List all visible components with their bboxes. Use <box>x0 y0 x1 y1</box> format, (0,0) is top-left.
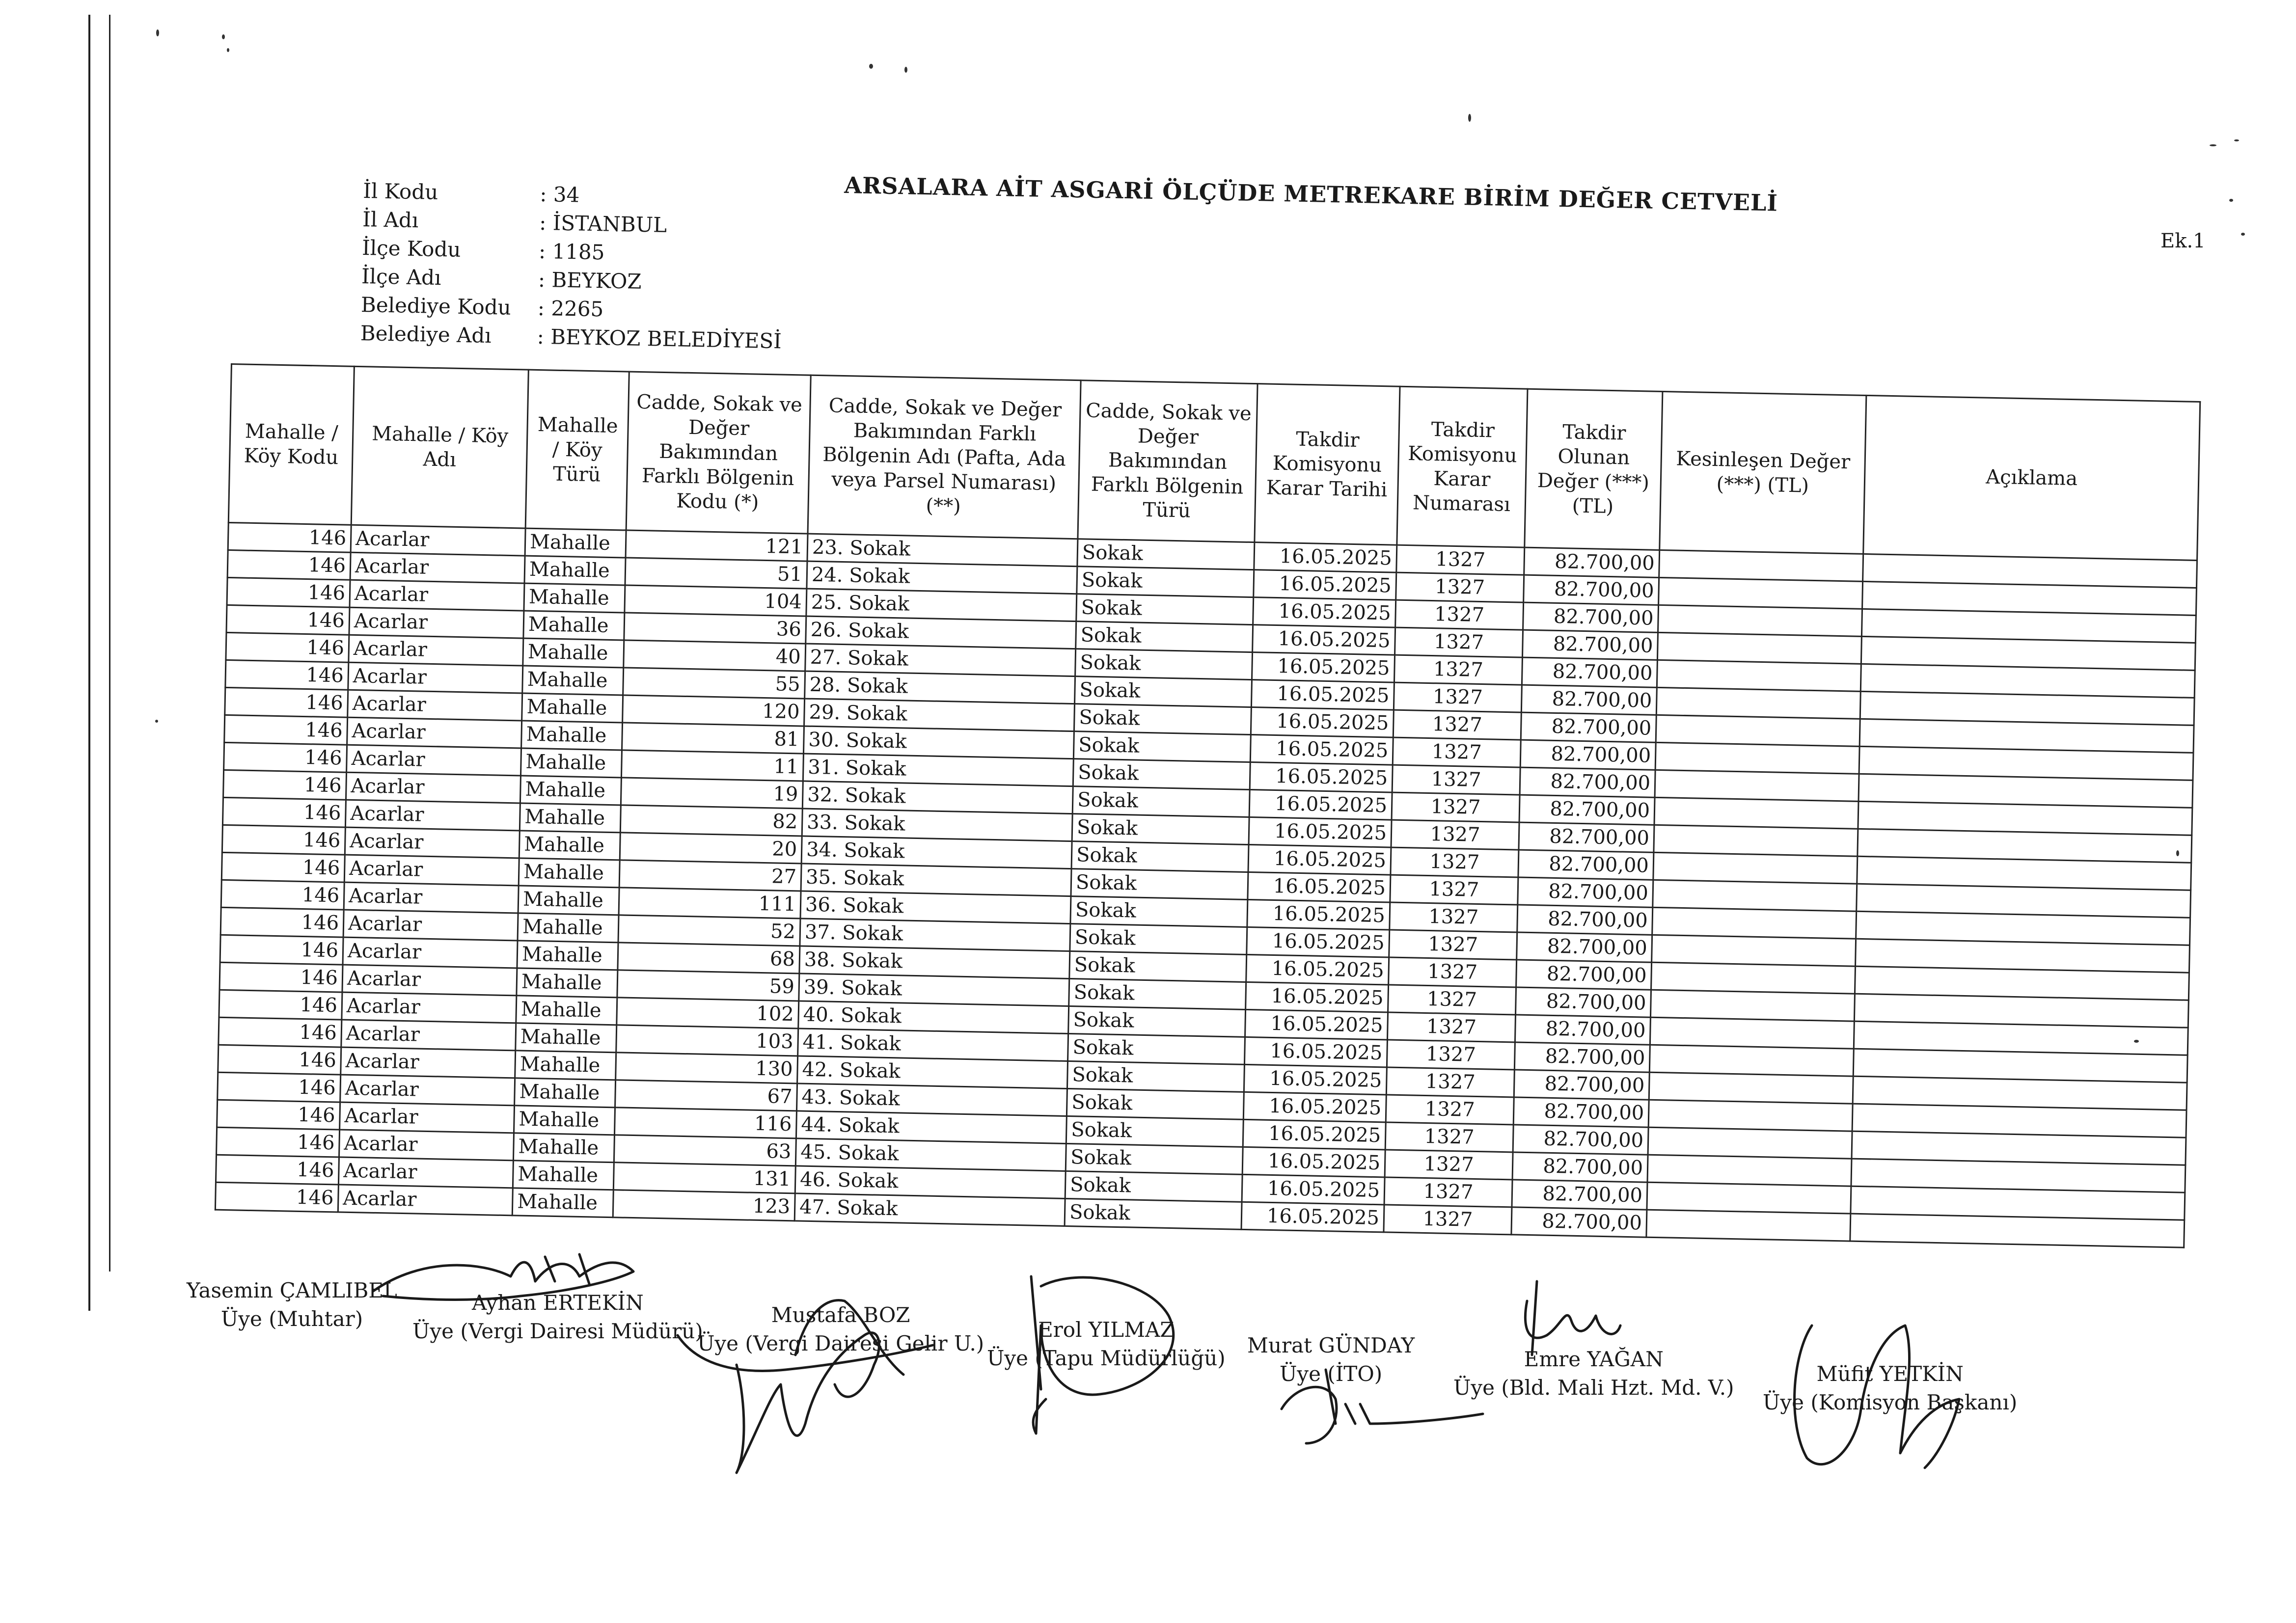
table-cell: 1327 <box>1396 545 1525 575</box>
column-header: Takdir Komisyonu Karar Tarihi <box>1255 384 1400 545</box>
column-header: Cadde, Sokak ve Değer Bakımından Farklı Bölgenin Kodu (*) <box>626 372 811 534</box>
table-cell: 1327 <box>1386 1095 1514 1125</box>
table-cell: 1327 <box>1395 627 1523 657</box>
signature-yetkin-icon <box>1795 1325 1959 1468</box>
table-cell: 146 <box>227 550 351 580</box>
signatory-role: Üye (Vergi Dairesi Gelir U.) <box>697 1331 984 1355</box>
table-cell: 146 <box>222 797 346 827</box>
table-cell: 82.700,00 <box>1516 960 1652 990</box>
table-cell: 104 <box>625 585 807 616</box>
table-cell: 11 <box>621 750 803 781</box>
table-cell: Mahalle <box>516 1023 617 1053</box>
table-cell: Acarlar <box>338 1185 513 1216</box>
table-cell: 37. Sokak <box>800 919 1070 951</box>
table-cell: 1327 <box>1387 1040 1515 1070</box>
table-cell: 40. Sokak <box>798 1001 1069 1034</box>
signatory-name: Mustafa BOZ <box>771 1303 910 1327</box>
table-cell: Acarlar <box>343 937 518 968</box>
table-cell: 16.05.2025 <box>1249 789 1392 820</box>
table-cell: Sokak <box>1071 869 1248 900</box>
table-cell: 82.700,00 <box>1521 685 1657 715</box>
table-cell: 82 <box>620 805 802 836</box>
column-header: Cadde, Sokak ve Değer Bakımından Farklı Bölgenin Türü <box>1078 380 1257 542</box>
table-cell: Acarlar <box>348 690 522 721</box>
column-header: Kesinleşen Değer (***) (TL) <box>1660 391 1866 554</box>
table-cell: Acarlar <box>350 580 524 611</box>
table-cell: Sokak <box>1069 951 1247 982</box>
table-cell: 82.700,00 <box>1522 657 1657 687</box>
table-cell: 45. Sokak <box>795 1138 1066 1171</box>
table-cell: 146 <box>220 907 344 937</box>
table-cell: Mahalle <box>519 803 621 833</box>
table-cell: Acarlar <box>345 827 519 858</box>
table-cell: 116 <box>614 1108 796 1138</box>
table-cell: 27. Sokak <box>805 644 1076 676</box>
column-header: Takdir Olunan Değer (***) (TL) <box>1525 389 1663 550</box>
signature-ertekin-icon <box>373 1262 633 1299</box>
table-cell: 40 <box>624 640 806 671</box>
table-cell: 103 <box>616 1025 798 1056</box>
table-cell: 16.05.2025 <box>1251 707 1394 738</box>
signature-gunday-icon <box>1282 1370 1483 1443</box>
table-cell: 1327 <box>1390 875 1518 905</box>
table-cell: 16.05.2025 <box>1247 899 1390 930</box>
table-cell: 82.700,00 <box>1524 547 1660 577</box>
table-cell: Mahalle <box>524 556 626 585</box>
table-cell: Mahalle <box>519 831 620 860</box>
table-cell: 121 <box>626 530 808 561</box>
column-header: Mahalle / Köy Türü <box>525 370 629 530</box>
signatory-role: Üye (Komisyon Başkanı) <box>1763 1390 2018 1414</box>
table-cell: 146 <box>228 522 351 552</box>
table-cell: Mahalle <box>523 638 624 668</box>
signatory-role: Üye (Bld. Mali Hzt. Md. V.) <box>1453 1376 1734 1400</box>
table-cell: 82.700,00 <box>1522 630 1658 660</box>
table-cell: Mahalle <box>525 528 626 558</box>
table-cell: 146 <box>219 1017 342 1047</box>
table-cell: 16.05.2025 <box>1254 542 1397 573</box>
table-cell: Mahalle <box>513 1161 614 1190</box>
info-label: İl Kodu <box>362 178 438 204</box>
table-cell: 16.05.2025 <box>1249 817 1392 847</box>
table-cell: Sokak <box>1065 1198 1242 1229</box>
table-cell: Mahalle <box>518 886 619 915</box>
table-cell: Mahalle <box>517 941 618 970</box>
table-cell: Sokak <box>1070 896 1248 927</box>
signature-yilmaz-icon <box>1031 1276 1174 1434</box>
document-title: ARSALARA AİT ASGARİ ÖLÇÜDE METREKARE BİRİM DEĞER CETVELİ <box>844 172 1778 216</box>
table-cell: 1327 <box>1387 1012 1515 1042</box>
table-cell: 46. Sokak <box>795 1166 1066 1199</box>
table-cell: 35. Sokak <box>801 864 1071 896</box>
table-cell: Mahalle <box>517 968 618 998</box>
table-cell: Mahalle <box>514 1106 615 1135</box>
table-cell: 16.05.2025 <box>1250 735 1393 765</box>
info-value: : 1185 <box>538 239 605 265</box>
table-cell: 146 <box>221 852 345 882</box>
table-cell: 82.700,00 <box>1517 905 1653 935</box>
table-cell: Sokak <box>1068 1006 1246 1037</box>
table-cell: 82.700,00 <box>1513 1125 1648 1155</box>
table-cell: Acarlar <box>343 910 518 941</box>
table-cell: Mahalle <box>522 693 623 723</box>
table-cell: 16.05.2025 <box>1253 597 1396 628</box>
table-cell: 1327 <box>1386 1067 1514 1097</box>
table-cell: 23. Sokak <box>807 534 1078 567</box>
table-cell: 16.05.2025 <box>1253 625 1395 655</box>
info-label: Belediye Kodu <box>360 292 512 320</box>
table-cell: 146 <box>217 1127 340 1157</box>
signatory-role: Üye (Vergi Dairesi Müdürü) <box>412 1319 703 1343</box>
table-cell: 146 <box>220 935 343 965</box>
table-cell: 146 <box>215 1182 338 1212</box>
table-cell: 44. Sokak <box>796 1111 1066 1144</box>
table-cell: 47. Sokak <box>794 1193 1065 1226</box>
annex-label: Ek.1 <box>2160 230 2206 252</box>
table-cell: 55 <box>623 668 805 699</box>
table-cell: Mahalle <box>519 858 620 888</box>
info-value: : BEYKOZ BELEDİYESİ <box>537 324 782 353</box>
table-cell: Sokak <box>1071 841 1249 872</box>
table-cell: 1327 <box>1391 820 1519 850</box>
table-cell: 16.05.2025 <box>1254 570 1396 600</box>
table-cell: 1327 <box>1393 710 1521 740</box>
table-cell: Mahalle <box>515 1051 616 1080</box>
table-cell: 36. Sokak <box>800 891 1071 924</box>
column-header: Açıklama <box>1863 395 2200 560</box>
table-cell: 82.700,00 <box>1515 1015 1650 1045</box>
table-cell: 146 <box>217 1100 340 1130</box>
table-cell: 1327 <box>1394 682 1522 712</box>
table-cell: 16.05.2025 <box>1246 954 1389 985</box>
column-header: Cadde, Sokak ve Değer Bakımından Farklı Bölgenin Adı (Pafta, Ada veya Parsel Numarası) (**) <box>808 375 1081 539</box>
table-cell: 146 <box>216 1155 339 1185</box>
table-cell: Mahalle <box>522 666 624 695</box>
table-cell: 32. Sokak <box>802 781 1073 814</box>
table-cell: Acarlar <box>344 882 519 913</box>
table-cell: Acarlar <box>346 772 520 803</box>
table-cell: Acarlar <box>349 607 524 638</box>
table-cell: 16.05.2025 <box>1244 1064 1387 1095</box>
table-cell: Sokak <box>1074 704 1251 735</box>
table-cell: Sokak <box>1073 759 1250 790</box>
table-cell: 16.05.2025 <box>1248 844 1391 875</box>
table-cell: Sokak <box>1075 676 1252 707</box>
signatory-role: Üye (Muhtar) <box>220 1307 363 1331</box>
table-cell: 1327 <box>1388 985 1516 1015</box>
table-cell: 34. Sokak <box>801 836 1072 869</box>
signatory-name: Müfit YETKİN <box>1816 1362 1964 1386</box>
table-cell: Mahalle <box>518 913 619 943</box>
info-label: İlçe Kodu <box>361 235 461 262</box>
signatory-name: Yasemin ÇAMLIBEL <box>187 1278 397 1302</box>
table-cell: Mahalle <box>512 1188 613 1217</box>
column-header: Mahalle / Köy Kodu <box>228 364 354 525</box>
table-cell: 20 <box>620 833 802 864</box>
table-cell: 82.700,00 <box>1514 1042 1650 1072</box>
table-cell: 146 <box>224 715 348 745</box>
info-value: : BEYKOZ <box>538 267 642 294</box>
column-header: Takdir Komisyonu Karar Numarası <box>1397 386 1528 547</box>
table-cell: 30. Sokak <box>803 726 1074 759</box>
table-cell: 16.05.2025 <box>1247 927 1390 957</box>
info-label: İl Adı <box>362 207 419 233</box>
table-cell: 1327 <box>1384 1177 1512 1207</box>
table-cell: 41. Sokak <box>798 1028 1068 1061</box>
table-cell: 29. Sokak <box>804 699 1075 731</box>
table-cell: 1327 <box>1385 1150 1513 1180</box>
table-cell: 146 <box>225 660 349 690</box>
signature-yagan-icon <box>1525 1281 1620 1355</box>
table-cell: Mahalle <box>516 996 617 1025</box>
table-cell: 82.700,00 <box>1512 1152 1648 1182</box>
table-cell: 146 <box>223 770 347 800</box>
table-cell: 82.700,00 <box>1514 1070 1649 1100</box>
table-cell: 123 <box>613 1190 795 1221</box>
table-cell: Acarlar <box>347 717 522 748</box>
table-cell: 1327 <box>1392 792 1520 822</box>
column-header: Mahalle / Köy Adı <box>351 366 528 528</box>
table-cell: Sokak <box>1068 1033 1245 1064</box>
table-cell: 82.700,00 <box>1519 795 1655 825</box>
table-cell: Mahalle <box>515 1078 616 1108</box>
table-cell: 1327 <box>1394 655 1522 685</box>
table-cell: 28. Sokak <box>805 671 1075 704</box>
table-cell: Sokak <box>1075 649 1253 680</box>
table-cell: 1327 <box>1396 572 1524 602</box>
table-cell: 82.700,00 <box>1521 712 1656 742</box>
table-cell: 16.05.2025 <box>1250 762 1393 793</box>
table-cell: Sokak <box>1070 924 1247 955</box>
table-cell: 82.700,00 <box>1524 575 1659 605</box>
table-cell: Acarlar <box>341 1020 516 1051</box>
table-cell: 19 <box>621 778 803 809</box>
table-cell: 1327 <box>1392 765 1520 795</box>
table-cell: 31. Sokak <box>803 754 1073 786</box>
table-cell: Sokak <box>1069 979 1246 1010</box>
table-cell: Sokak <box>1073 731 1251 762</box>
table-cell: Acarlar <box>348 662 523 693</box>
table-cell: Sokak <box>1066 1143 1243 1174</box>
table-cell: Acarlar <box>345 800 520 831</box>
table-cell: 120 <box>623 695 805 726</box>
table-cell: 51 <box>625 558 807 589</box>
table-cell: 16.05.2025 <box>1248 872 1391 902</box>
table-cell: Mahalle <box>513 1133 614 1163</box>
table-cell: 146 <box>227 577 350 607</box>
table-cell: 26. Sokak <box>806 616 1076 649</box>
table-cell: 16.05.2025 <box>1242 1147 1385 1177</box>
info-label: İlçe Adı <box>361 264 441 290</box>
table-cell: 82.700,00 <box>1511 1207 1647 1237</box>
info-value: : İSTANBUL <box>539 210 667 237</box>
table-cell: 82.700,00 <box>1519 822 1654 852</box>
table-cell: 146 <box>219 990 342 1020</box>
table-cell: 16.05.2025 <box>1245 1009 1388 1040</box>
table-cell: Sokak <box>1077 567 1254 597</box>
table-cell: 146 <box>221 880 344 910</box>
table-cell: 42. Sokak <box>797 1056 1068 1089</box>
table-cell: 82.700,00 <box>1520 740 1656 770</box>
table-cell: 81 <box>622 723 804 754</box>
signatory-role: Üye (İTO) <box>1280 1362 1383 1386</box>
table-cell: 146 <box>219 962 343 992</box>
signatory-name: Ayhan ERTEKİN <box>471 1291 644 1315</box>
table-cell: 146 <box>222 825 345 855</box>
table-cell: 16.05.2025 <box>1251 680 1394 710</box>
signatory-name: Erol YILMAZ <box>1038 1318 1175 1342</box>
table-cell: 1327 <box>1390 902 1518 932</box>
info-value: : 34 <box>539 182 580 207</box>
table-cell: 33. Sokak <box>802 809 1072 841</box>
table-cell: Acarlar <box>342 965 517 996</box>
table-cell: Mahalle <box>520 776 621 805</box>
table-cell: 1327 <box>1393 737 1521 767</box>
table-cell: 1327 <box>1385 1122 1513 1152</box>
table-cell: 146 <box>226 605 350 635</box>
signatory-name: Murat GÜNDAY <box>1247 1333 1415 1357</box>
table-cell: 16.05.2025 <box>1242 1174 1385 1205</box>
signatory-role: Üye (Tapu Müdürlüğü) <box>987 1346 1226 1370</box>
table-cell: Mahalle <box>521 721 623 750</box>
table-cell: Sokak <box>1066 1116 1243 1147</box>
table-cell: Mahalle <box>524 583 625 613</box>
table-cell: 24. Sokak <box>807 561 1077 594</box>
table-cell: 146 <box>224 742 347 772</box>
table-cell: Acarlar <box>339 1130 514 1161</box>
table-cell: 102 <box>617 998 799 1028</box>
table-cell: Acarlar <box>349 635 523 666</box>
table-cell: 146 <box>218 1072 341 1102</box>
table-cell: Acarlar <box>338 1157 513 1188</box>
table-cell: 1327 <box>1391 847 1519 877</box>
table-cell: Sokak <box>1072 814 1249 845</box>
table-cell: 16.05.2025 <box>1246 982 1389 1012</box>
table-cell: Sokak <box>1066 1088 1244 1119</box>
table-cell: 27 <box>619 860 801 891</box>
table-cell: Mahalle <box>520 748 622 778</box>
table-cell: Mahalle <box>523 611 625 640</box>
table-cell: 82.700,00 <box>1518 850 1654 880</box>
table-cell: Acarlar <box>340 1102 515 1133</box>
table-cell: Sokak <box>1076 594 1254 625</box>
table-cell: 146 <box>218 1045 341 1075</box>
table-cell: Sokak <box>1065 1171 1242 1202</box>
table-cell: Acarlar <box>351 525 525 556</box>
signatory-name: Emre YAĞAN <box>1524 1347 1664 1371</box>
table-cell: 59 <box>617 970 799 1001</box>
table-cell: 36 <box>624 613 806 644</box>
table-cell: 146 <box>225 687 348 717</box>
signature-boz-icon <box>678 1300 933 1473</box>
table-cell: 1327 <box>1389 957 1517 987</box>
table-cell: Acarlar <box>342 992 517 1023</box>
table-cell: 39. Sokak <box>799 974 1069 1006</box>
table-cell: 82.700,00 <box>1517 932 1652 962</box>
table-cell: Acarlar <box>350 552 525 583</box>
table-cell: 16.05.2025 <box>1244 1037 1387 1067</box>
table-cell: 82.700,00 <box>1512 1180 1647 1210</box>
table-cell: 16.05.2025 <box>1243 1092 1386 1122</box>
table-cell: Acarlar <box>347 745 521 776</box>
table-cell: Sokak <box>1072 786 1250 817</box>
table-cell: 82.700,00 <box>1516 987 1651 1017</box>
table-cell: 82.700,00 <box>1518 877 1653 907</box>
table-cell: 146 <box>226 632 349 662</box>
table-cell: 131 <box>613 1163 795 1193</box>
info-label: Belediye Adı <box>360 321 492 348</box>
table-cell: Sokak <box>1076 622 1253 652</box>
table-cell: Sokak <box>1077 539 1255 570</box>
table-cell: Acarlar <box>340 1075 515 1106</box>
table-cell: 16.05.2025 <box>1252 652 1395 683</box>
table-cell: 1327 <box>1389 930 1517 960</box>
table-cell: 1327 <box>1384 1205 1512 1235</box>
table-cell: 130 <box>616 1053 798 1083</box>
table-cell: Acarlar <box>344 855 519 886</box>
table-cell: 1327 <box>1395 600 1524 630</box>
table-cell: 82.700,00 <box>1523 602 1659 632</box>
info-value: : 2265 <box>537 296 604 322</box>
table-cell: Acarlar <box>341 1047 516 1078</box>
table-cell: 25. Sokak <box>806 589 1077 622</box>
table-cell: 16.05.2025 <box>1243 1119 1386 1150</box>
table-cell: 67 <box>615 1080 797 1111</box>
table-cell: Sokak <box>1067 1061 1244 1092</box>
table-cell: 82.700,00 <box>1513 1097 1649 1127</box>
table-cell: 52 <box>618 915 800 946</box>
table-cell: 43. Sokak <box>796 1083 1067 1116</box>
table-cell: 16.05.2025 <box>1241 1202 1384 1232</box>
table-cell: 82.700,00 <box>1520 767 1655 797</box>
table-cell: 111 <box>619 888 801 919</box>
table-cell: 63 <box>614 1135 796 1166</box>
table-cell: 68 <box>618 943 800 974</box>
table-cell: 38. Sokak <box>799 946 1070 979</box>
